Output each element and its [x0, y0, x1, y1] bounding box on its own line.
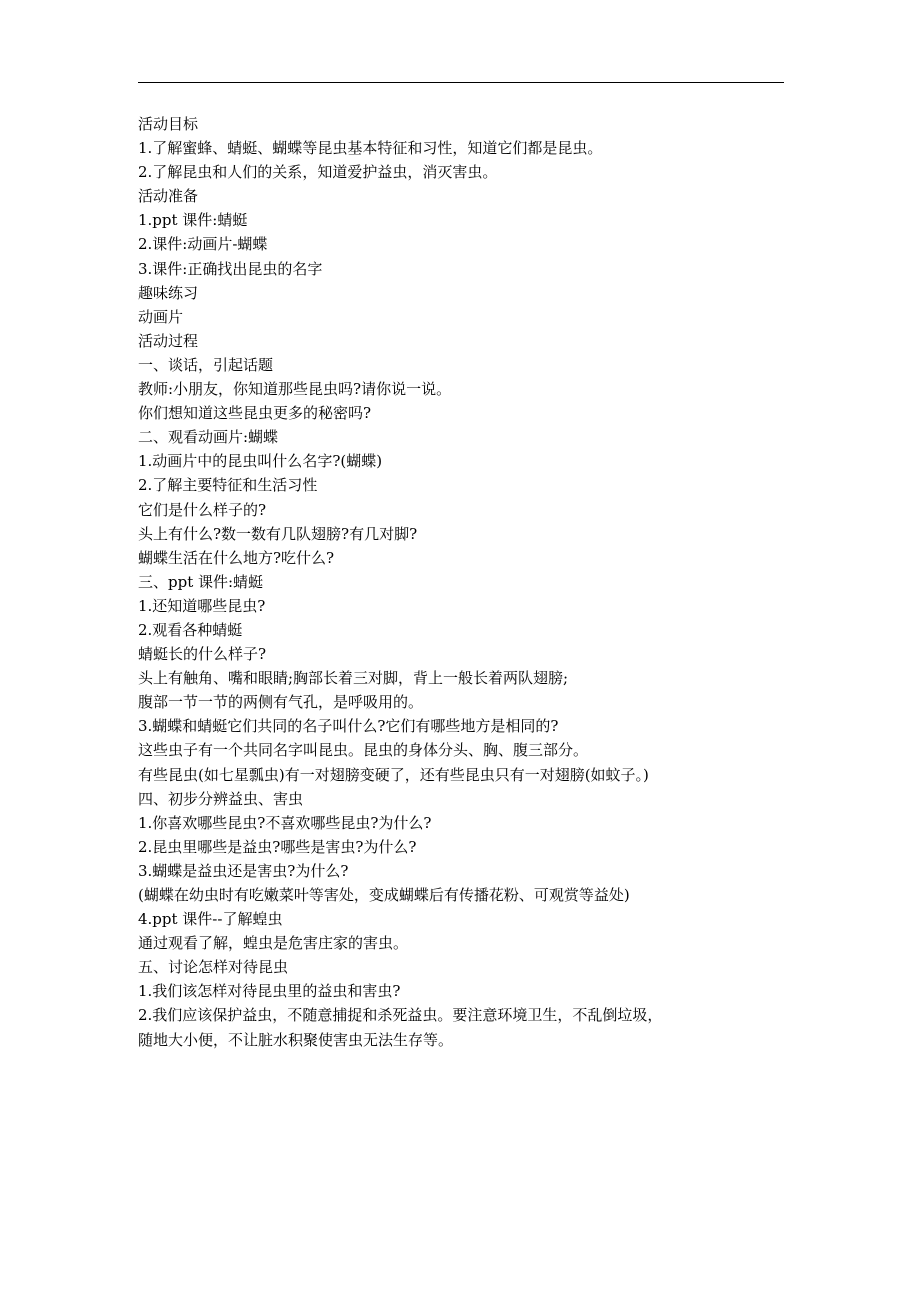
text-line: 3.蝴蝶和蜻蜓它们共同的名子叫什么?它们有哪些地方是相同的?	[138, 717, 559, 736]
text-line: 它们是什么样子的?	[138, 500, 267, 519]
text-line: 五、讨论怎样对待昆虫	[138, 958, 289, 977]
text-line: 四、初步分辨益虫、害虫	[138, 789, 304, 808]
text-line: (蝴蝶在幼虫时有吃嫩菜叶等害处，变成蝴蝶后有传播花粉、可观赏等益处)	[138, 886, 630, 904]
text-line: 3.课件:正确找出昆虫的名字	[138, 259, 323, 278]
text-line: 2.昆虫里哪些是益虫?哪些是害虫?为什么?	[138, 837, 417, 856]
text-line: 一、谈话，引起话题	[138, 355, 274, 374]
text-line: 教师:小朋友，你知道那些昆虫吗?请你说一说。	[138, 380, 452, 399]
text-line: 2.课件:动画片-蝴蝶	[138, 235, 268, 254]
text-line: 2.了解昆虫和人们的关系，知道爱护益虫，消灭害虫。	[138, 163, 498, 182]
text-line: 这些虫子有一个共同名字叫昆虫。昆虫的身体分头、胸、腹三部分。	[138, 741, 589, 760]
text-line: 腹部一节一节的两侧有气孔，是呼吸用的。	[138, 693, 424, 712]
text-line: 1.ppt 课件:蜻蜓	[138, 211, 248, 230]
text-line: 1.了解蜜蜂、蜻蜓、蝴蝶等昆虫基本特征和习性，知道它们都是昆虫。	[138, 139, 603, 158]
header-rule	[138, 82, 784, 83]
text-line: 随地大小便，不让脏水积聚使害虫无法生存等。	[138, 1030, 454, 1049]
document-body	[138, 112, 798, 1052]
text-line: 有些昆虫(如七星瓢虫)有一对翅膀变硬了，还有些昆虫只有一对翅膀(如蚊子。)	[138, 765, 649, 784]
text-line: 三、ppt 课件:蜻蜓	[138, 572, 264, 591]
text-line: 你们想知道这些昆虫更多的秘密吗?	[138, 404, 372, 423]
text-line: 趣味练习	[138, 283, 199, 302]
text-line: 1.我们该怎样对待昆虫里的益虫和害虫?	[138, 982, 401, 1001]
text-line: 头上有触角、嘴和眼睛;胸部长着三对脚，背上一般长着两队翅膀;	[138, 669, 569, 688]
text-line: 1.你喜欢哪些昆虫?不喜欢哪些昆虫?为什么?	[138, 813, 432, 832]
text-line: 通过观看了解，蝗虫是危害庄家的害虫。	[138, 934, 409, 953]
text-line: 3.蝴蝶是益虫还是害虫?为什么?	[138, 861, 349, 880]
text-line: 1.动画片中的昆虫叫什么名字?(蝴蝶)	[138, 452, 383, 471]
text-line: 活动准备	[138, 187, 199, 206]
text-line: 活动过程	[138, 331, 199, 350]
text-line: 蝴蝶生活在什么地方?吃什么?	[138, 548, 335, 567]
text-line: 4.ppt 课件--了解蝗虫	[138, 910, 283, 929]
text-line: 活动目标	[138, 115, 199, 133]
text-line: 1.还知道哪些昆虫?	[138, 596, 266, 615]
text-line: 2.了解主要特征和生活习性	[138, 476, 318, 495]
text-line: 二、观看动画片:蝴蝶	[138, 428, 279, 447]
text-line: 头上有什么?数一数有几队翅膀?有几对脚?	[138, 524, 418, 543]
text-line: 蜻蜓长的什么样子?	[138, 645, 267, 664]
text-line: 2.我们应该保护益虫，不随意捕捉和杀死益虫。要注意环境卫生，不乱倒垃圾，	[138, 1006, 663, 1025]
text-line: 动画片	[138, 307, 184, 326]
text-line: 2.观看各种蜻蜓	[138, 620, 243, 639]
